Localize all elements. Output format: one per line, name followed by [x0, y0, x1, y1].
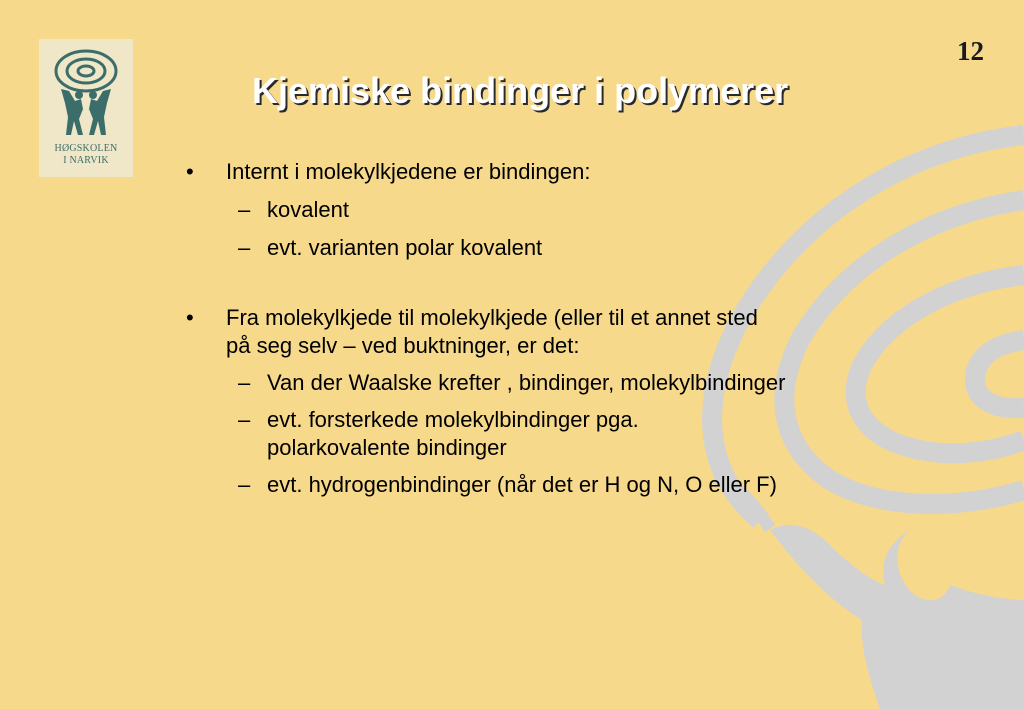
- sub-bullet-text: kovalent: [267, 197, 349, 222]
- sub-bullet-item: [186, 406, 946, 462]
- bullet-text: Internt i molekylkjedene er bindingen:: [226, 159, 591, 184]
- logo-text-line1: HØGSKOLEN: [54, 143, 118, 154]
- logo-text-line2: I NARVIK: [63, 155, 109, 166]
- dash-icon: –: [238, 472, 251, 497]
- sub-bullet-item: [186, 471, 946, 499]
- school-logo: [39, 39, 133, 177]
- bullet-icon: •: [186, 305, 194, 330]
- sub-bullet-text-line1: evt. forsterkede molekylbindinger pga.: [267, 407, 639, 432]
- bullet-text-line1: Fra molekylkjede til molekylkjede (eller til et annet sted: [226, 305, 758, 330]
- slide-content: [186, 158, 946, 499]
- bullet-item: [186, 304, 946, 360]
- sub-bullet-text: evt. varianten polar kovalent: [267, 235, 543, 260]
- sub-bullet-text: evt. hydrogenbindinger (når det er H og N, O eller F): [267, 472, 777, 497]
- bullet-item: [186, 158, 946, 186]
- slide-title: Kjemiske bindinger i polymerer: [252, 70, 789, 111]
- dash-icon: –: [238, 235, 251, 260]
- sub-bullet-item: [186, 196, 946, 224]
- dash-icon: –: [238, 370, 251, 395]
- bullet-text-line2: på seg selv – ved buktninger, er det:: [226, 333, 580, 358]
- dash-icon: –: [238, 407, 251, 432]
- sub-bullet-item: [186, 234, 946, 262]
- bullet-icon: •: [186, 159, 194, 184]
- sub-bullet-text-line2: polarkovalente bindinger: [267, 435, 507, 460]
- page-number: 12: [957, 36, 984, 66]
- sub-bullet-text: Van der Waalske krefter , bindinger, molekylbindinger: [267, 370, 786, 395]
- dash-icon: –: [238, 197, 251, 222]
- sub-bullet-item: [186, 369, 946, 397]
